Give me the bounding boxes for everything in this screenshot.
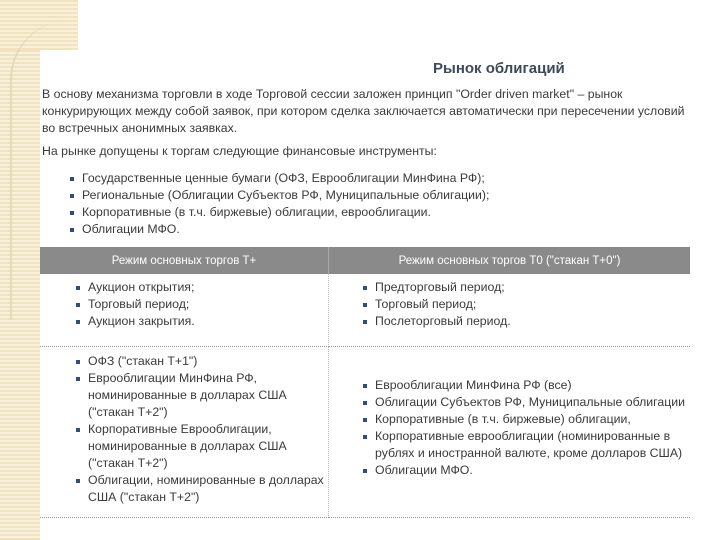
table-cell (329, 347, 691, 518)
list-item: Предторговый период; (361, 279, 690, 296)
list-item: Торговый период; (74, 296, 328, 313)
list-item: Корпоративные еврооблигации (номинированные в рублях и иностранной валюте, кроме долларов США) (361, 428, 690, 462)
session-phases-t-plus (40, 274, 328, 346)
list-item: Региональные (Облигации Субъектов РФ, Муниципальные облигации); (68, 187, 489, 204)
instruments-list (68, 170, 489, 238)
table-row (40, 347, 690, 518)
list-item: Облигации, номинированные в долларах США ("стакан Т+2") (74, 472, 324, 506)
instruments-t-plus (40, 347, 324, 506)
list-item: Облигации Субъектов РФ, Муниципальные облигации (361, 394, 690, 411)
table-cell (329, 274, 691, 347)
instruments-intro: На рынке допущены к торгам следующие финансовые инструменты: (42, 144, 437, 158)
table-header-row (40, 247, 690, 274)
list-item: Еврооблигации МинФина РФ (все) (361, 377, 690, 394)
list-item: Аукцион открытия; (74, 279, 328, 296)
instruments-t0 (329, 347, 690, 479)
list-item: Облигации МФО. (361, 462, 690, 479)
table-cell (40, 274, 329, 347)
list-item: Еврооблигации МинФина РФ, номинированные в долларах США ("стакан Т+2") (74, 370, 324, 421)
list-item: Корпоративные Еврооблигации, номинированные в долларах США ("стакан Т+2") (74, 421, 324, 472)
page-title: Рынок облигаций (433, 60, 565, 77)
list-item: Государственные ценные бумаги (ОФЗ, Еврооблигации МинФина РФ); (68, 170, 489, 187)
header-t0: Режим основных торгов Т0 ("стакан Т+0") (329, 247, 691, 274)
session-phases-t0 (329, 274, 690, 346)
list-item: Торговый период; (361, 296, 690, 313)
list-item: Корпоративные (в т.ч. биржевые) облигации, (361, 411, 690, 428)
list-item: ОФЗ ("стакан Т+1") (74, 353, 324, 370)
list-item: Корпоративные (в т.ч. биржевые) облигации, еврооблигации. (68, 204, 489, 221)
header-t-plus: Режим основных торгов Т+ (40, 247, 329, 274)
table-row (40, 274, 690, 347)
trading-modes-table (40, 247, 690, 518)
list-item: Аукцион закрытия. (74, 313, 328, 330)
list-item: Послеторговый период. (361, 313, 690, 330)
table-cell (40, 347, 329, 518)
intro-paragraph: В основу механизма торговли в ходе Торговой сессии заложен принцип "Order driven market" – рынок конкурирующих между собой заявок, при котором сделка заключается автоматически при пересечении условий во встречных анонимных заявках. (42, 87, 685, 135)
list-item: Облигации МФО. (68, 221, 489, 238)
